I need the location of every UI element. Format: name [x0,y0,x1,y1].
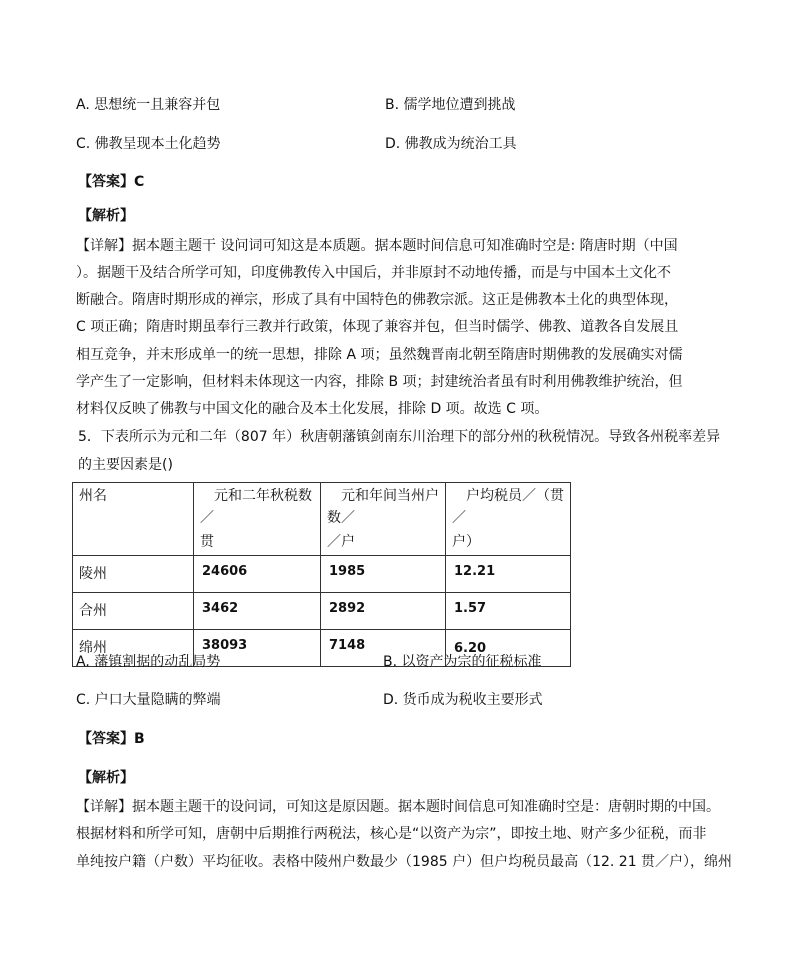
q5-option-d: D. 货币成为税收主要形式 [383,692,543,708]
q5-analysis-title: 【解析】 [78,770,134,786]
table-cell: 6.20 [446,630,571,667]
q5-analysis-line: 单纯按户籍（户数）平均征收。表格中陵州户数最少（1985 户）但户均税员最高（12. 21 贯／户），绵州 [76,854,733,870]
q4-option-b: B. 儒学地位遭到挑战 [385,97,516,113]
q4-analysis-line: 材料仅反映了佛教与中国文化的融合及本土化发展，排除 D 项。故选 C 项。 [76,401,549,417]
q4-answer: 【答案】C [78,174,145,190]
q5-stem-line: 5．下表所示为元和二年（807 年）秋唐朝藩镇剑南东川治理下的部分州的秋税情况。导致各州税率差异 [78,429,721,445]
table-cell: 12.21 [446,556,571,593]
q4-analysis-line: C 项正确；隋唐时期虽奉行三教并行政策，体现了兼容并包，但当时儒学、佛教、道教各自发展且 [76,319,679,335]
q4-analysis-line: ）。据题干及结合所学可知，印度佛教传入中国后，并非原封不动地传播，而是与中国本土文化不 [76,265,671,281]
q5-option-a: A. 藩镇割据的动乱局势 [76,654,221,670]
q5-option-c: C. 户口大量隐瞒的弊端 [76,692,221,708]
q4-analysis-line: 学产生了一定影响，但材料未体现这一内容，排除 B 项；封建统治者虽有时利用佛教维护统治，但 [76,374,683,390]
table-row [73,556,571,593]
q5-answer: 【答案】B [78,731,145,747]
q4-analysis-line: 断融合。隋唐时期形成的禅宗，形成了具有中国特色的佛教宗派。这正是佛教本土化的典型体现， [76,292,678,308]
q4-analysis-title: 【解析】 [78,208,134,224]
table-cell: 3462 [194,593,321,630]
q5-analysis-line: 【详解】据本题主题干的设问词，可知这是原因题。据本题时间信息可知准确时空是：唐朝时期的中国。 [76,799,720,815]
tax-table [72,482,571,667]
table-header-cell: 户均税员／（贯／ 户） [446,483,571,556]
table-cell: 合州 [73,593,194,630]
q4-analysis-line: 【详解】据本题主题干 设问词可知这是本质题。据本题时间信息可知准确时空是: 隋唐时期（中国 [76,238,678,254]
table-cell: 38093 [194,630,321,667]
table-cell: 陵州 [73,556,194,593]
table-header-cell: 元和二年秋税数／ 贯 [194,483,321,556]
q5-analysis-line: 根据材料和所学可知，唐朝中后期推行两税法，核心是“以资产为宗”，即按土地、财产多少征税，而非 [76,826,707,842]
table-cell: 1985 [321,556,446,593]
table-header-cell: 元和年间当州户数／ ／户 [321,483,446,556]
q5-stem-line: 的主要因素是() [78,457,173,473]
q4-analysis-line: 相互竞争，并末形成单一的统一思想，排除 A 项；虽然魏晋南北朝至隋唐时期佛教的发展确实对儒 [76,347,683,363]
q4-option-c: C. 佛教呈现本土化趋势 [76,136,221,152]
table-header-cell: 州名 [73,483,194,556]
table-header-row [73,483,571,556]
table-cell: 2892 [321,593,446,630]
q5-option-b: B. 以资产为宗的征税标准 [383,654,542,670]
table-cell: 24606 [194,556,321,593]
table-row [73,593,571,630]
table-cell: 7148 [321,630,446,667]
table-cell: 绵州 [73,630,194,667]
table-cell: 1.57 [446,593,571,630]
q4-option-d: D. 佛教成为统治工具 [385,136,517,152]
q4-option-a: A. 思想统一且兼容并包 [76,97,221,113]
